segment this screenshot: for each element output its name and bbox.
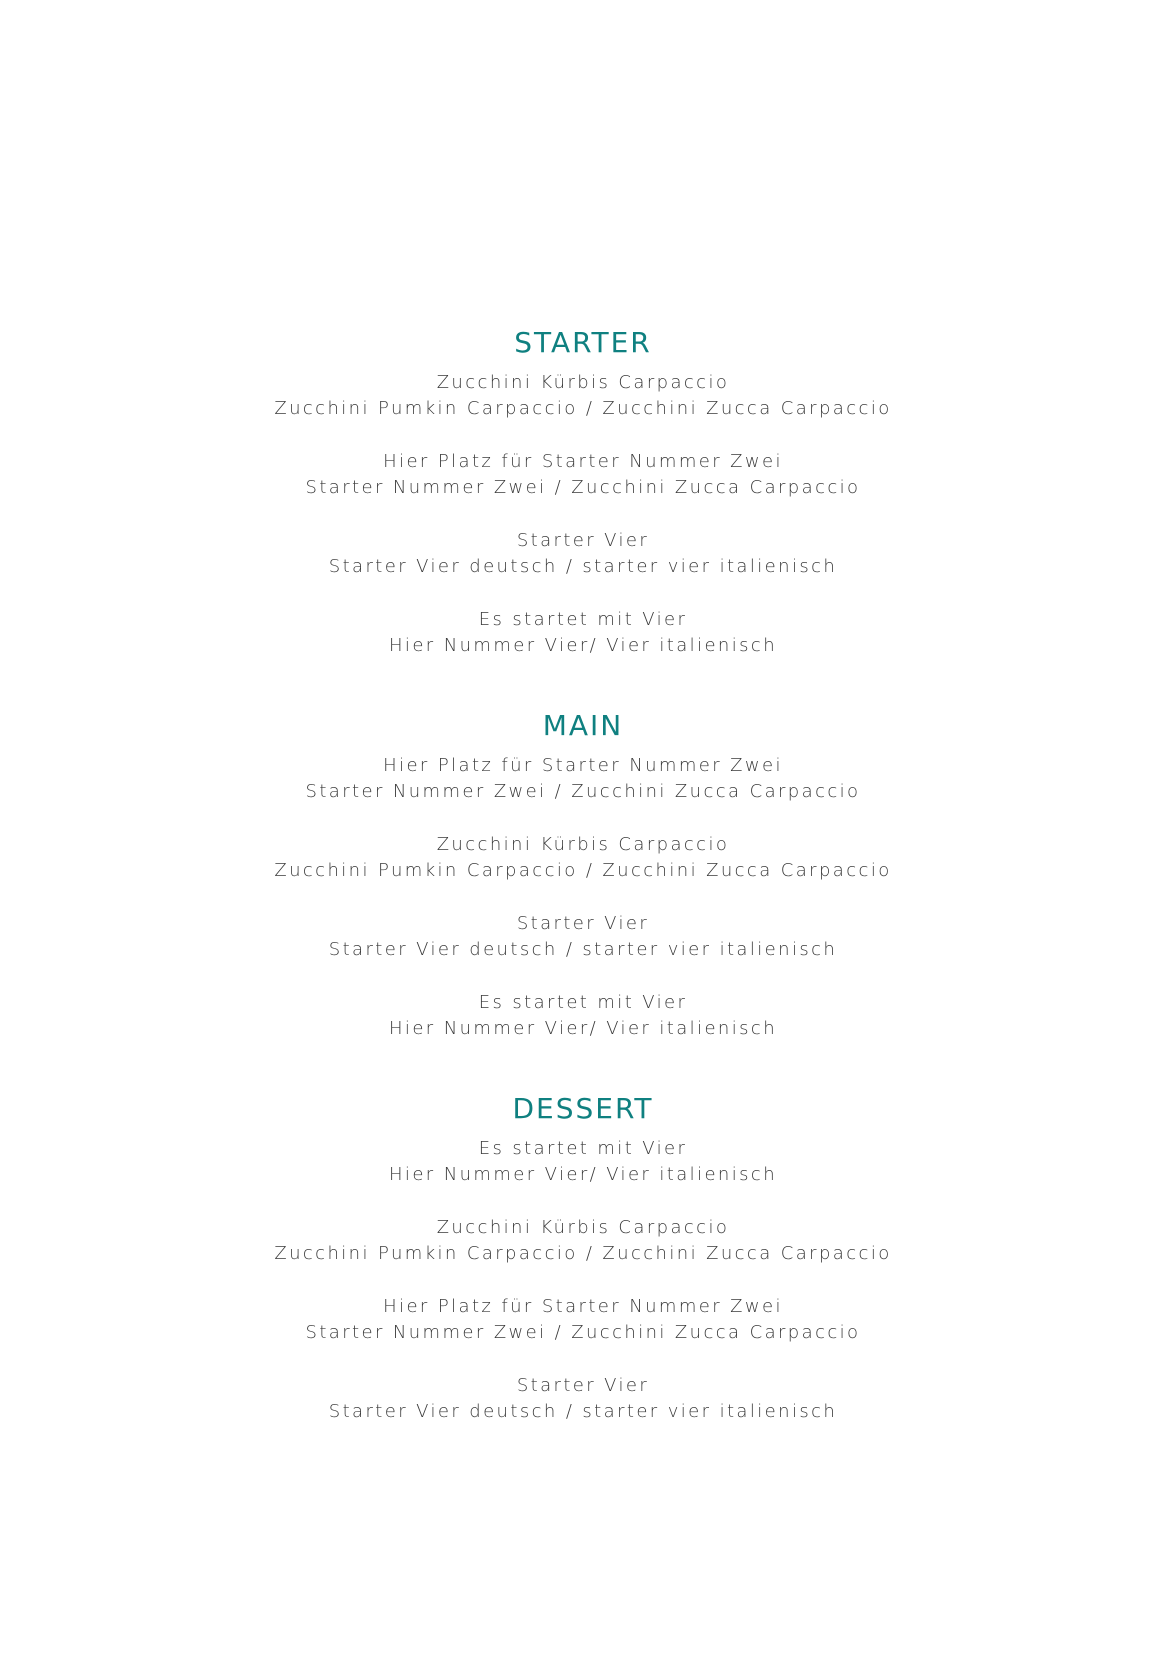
menu-item	[0, 1294, 1166, 1346]
dish-translation: Hier Nummer Vier/ Vier italienisch	[388, 635, 778, 656]
menu-item	[0, 607, 1166, 659]
dish-translation: Starter Vier deutsch / starter vier italienisch	[328, 1401, 838, 1422]
menu-item	[0, 528, 1166, 580]
section-title-main: MAIN	[542, 709, 624, 742]
menu-item	[0, 1215, 1166, 1267]
menu-item	[0, 911, 1166, 963]
menu-item	[0, 1136, 1166, 1188]
dish-translation: Starter Vier deutsch / starter vier italienisch	[328, 556, 838, 577]
dish-translation: Starter Nummer Zwei / Zucchini Zucca Carpaccio	[305, 477, 861, 498]
dish-name: Zucchini Kürbis Carpaccio	[436, 834, 730, 855]
menu-item	[0, 449, 1166, 501]
dish-translation: Zucchini Pumkin Carpaccio / Zucchini Zucca Carpaccio	[274, 860, 892, 881]
section-title-dessert: DESSERT	[512, 1092, 654, 1125]
dish-name: Hier Platz für Starter Nummer Zwei	[383, 755, 783, 776]
section-main	[0, 709, 1166, 1042]
menu-card	[0, 326, 1166, 1475]
dish-translation: Hier Nummer Vier/ Vier italienisch	[388, 1018, 778, 1039]
menu-item	[0, 1373, 1166, 1425]
dish-name: Zucchini Kürbis Carpaccio	[436, 1217, 730, 1238]
menu-item	[0, 753, 1166, 805]
dish-translation: Starter Nummer Zwei / Zucchini Zucca Carpaccio	[305, 781, 861, 802]
dish-name: Es startet mit Vier	[478, 1138, 688, 1159]
section-title-starter: STARTER	[514, 326, 652, 359]
dish-name: Es startet mit Vier	[478, 609, 688, 630]
dish-name: Hier Platz für Starter Nummer Zwei	[383, 451, 783, 472]
dish-translation: Hier Nummer Vier/ Vier italienisch	[388, 1164, 778, 1185]
dish-translation: Zucchini Pumkin Carpaccio / Zucchini Zucca Carpaccio	[274, 1243, 892, 1264]
menu-item	[0, 832, 1166, 884]
dish-translation: Zucchini Pumkin Carpaccio / Zucchini Zucca Carpaccio	[274, 398, 892, 419]
dish-name: Starter Vier	[516, 530, 650, 551]
menu-item	[0, 370, 1166, 422]
dish-translation: Starter Vier deutsch / starter vier italienisch	[328, 939, 838, 960]
dish-name: Starter Vier	[516, 913, 650, 934]
section-dessert	[0, 1092, 1166, 1425]
menu-item	[0, 990, 1166, 1042]
dish-name: Zucchini Kürbis Carpaccio	[436, 372, 730, 393]
dish-name: Hier Platz für Starter Nummer Zwei	[383, 1296, 783, 1317]
dish-name: Starter Vier	[516, 1375, 650, 1396]
section-starter	[0, 326, 1166, 659]
dish-name: Es startet mit Vier	[478, 992, 688, 1013]
dish-translation: Starter Nummer Zwei / Zucchini Zucca Carpaccio	[305, 1322, 861, 1343]
